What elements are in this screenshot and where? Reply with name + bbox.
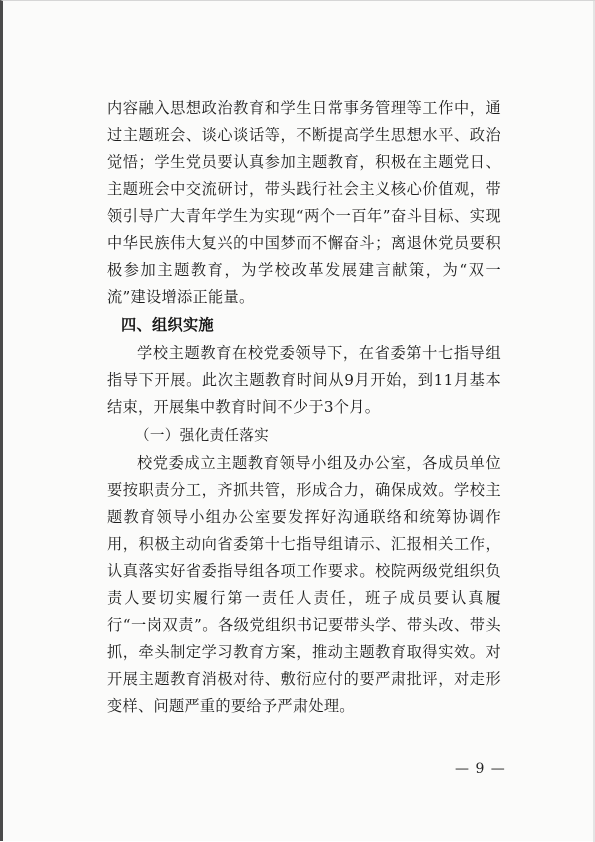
subsection-heading: （一）强化责任落实 xyxy=(135,427,270,444)
page-number: — 9 — xyxy=(455,761,506,777)
section-paragraph: 学校主题教育在校党委领导下，在省委第十七指导组指导下开展。此次主题教育时间从9月开始，到11月基本结束，开展集中教育时间不少于3个月。 xyxy=(107,344,501,416)
continuation-paragraph: 内容融入思想政治教育和学生日常事务管理等工作中，通过主题班会、谈心谈话等，不断提高学生思想水平、政治觉悟；学生党员要认真参加主题教育，积极在主题党日、主题班会中交流研讨，带头践行社会主义核心价值观，带领引导广大青年学生为实现“两个一百年”奋斗目标、实现中华民族伟大复兴的中国梦而不懈奋斗；离退休党员要积极参加主题教育，为学校改革发展建言献策，为“双一流”建设增添正能量。 xyxy=(107,99,501,306)
section-heading: 四、组织实施 xyxy=(121,316,214,334)
document-body xyxy=(107,95,501,720)
subsection-paragraph: 校党委成立主题教育领导小组及办公室，各成员单位要按职责分工，齐抓共管，形成合力，确保成效。学校主题教育领导小组办公室要发挥好沟通联络和统筹协调作用，积极主动向省委第十七指导组请示、汇报相关工作，认真落实好省委指导组各项工作要求。校院两级党组织负责人要切实履行第一责任人责任，班子成员要认真履行“一岗双责”。各级党组织书记要带头学、带头改、带头抓，牵头制定学习教育方案，推动主题教育取得实效。对开展主题教育消极对待、敷衍应付的要严肃批评，对走形变样、问题严重的要给予严肃处理。 xyxy=(107,454,501,715)
